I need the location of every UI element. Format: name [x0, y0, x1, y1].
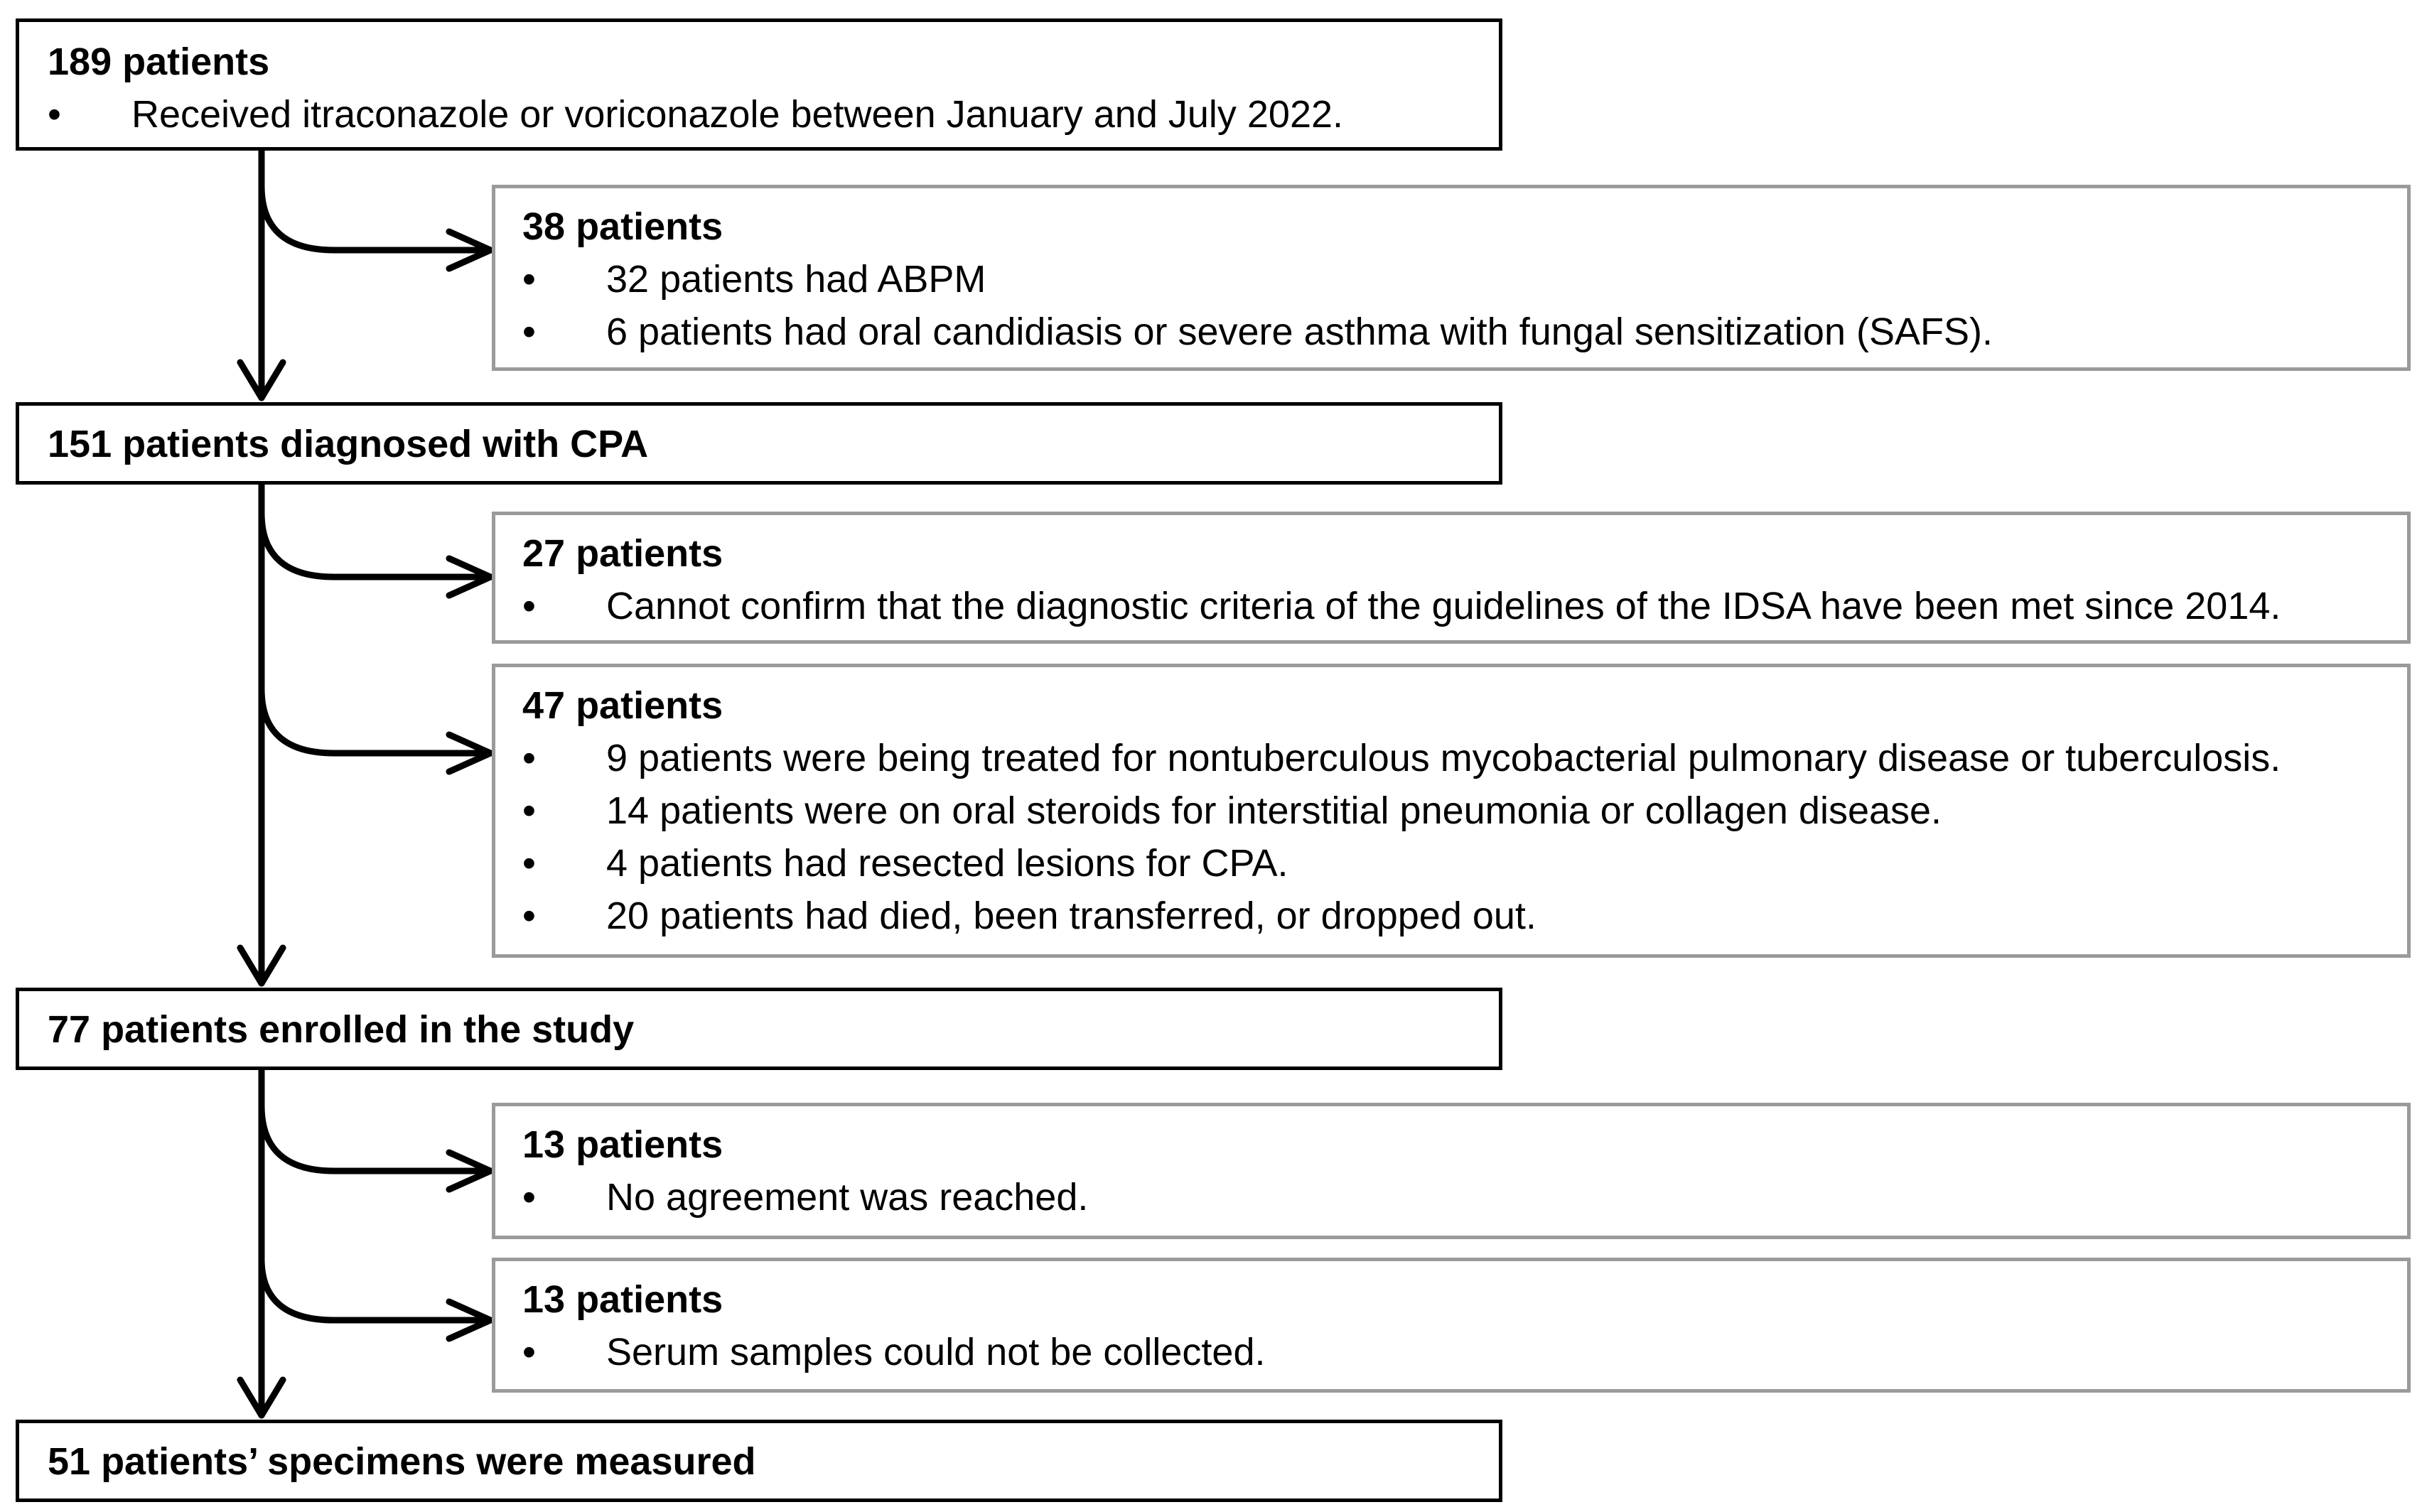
- bullet-dot: •: [48, 93, 61, 136]
- bullet-text: No agreement was reached.: [606, 1176, 1089, 1219]
- bullet-dot: •: [522, 310, 536, 353]
- stage-box-151-patients: [16, 402, 1502, 485]
- exclusion-box-38-patients: [492, 185, 2411, 371]
- exclusion-title: 47 patients: [522, 684, 723, 727]
- exclusion-title: 38 patients: [522, 205, 723, 248]
- exclusion-box-47-patients: [492, 664, 2411, 958]
- exclusion-title: 13 patients: [522, 1278, 723, 1321]
- exclusion-box-13-patients-agreement: [492, 1103, 2411, 1239]
- bullet-text: 4 patients had resected lesions for CPA.: [606, 842, 1288, 885]
- stage-title: 189 patients: [48, 40, 270, 83]
- bullet-dot: •: [522, 1176, 536, 1219]
- bullet-dot: •: [522, 789, 536, 832]
- exclusion-arrow-4: [262, 1106, 490, 1171]
- stage-title: 151 patients diagnosed with CPA: [48, 423, 649, 465]
- stage-title: 77 patients enrolled in the study: [48, 1008, 635, 1051]
- stage-title: 51 patients’ specimens were measured: [48, 1440, 756, 1483]
- bullet-text: 6 patients had oral candidiasis or severe asthma with fungal sensitization (SAFS).: [606, 310, 1993, 353]
- bullet-dot: •: [522, 1331, 536, 1373]
- bullet-dot: •: [522, 842, 536, 885]
- stage-box-77-patients: [16, 988, 1502, 1070]
- exclusion-box-13-patients-serum: [492, 1258, 2411, 1393]
- stage-box-189-patients: [16, 18, 1502, 151]
- exclusion-arrow-5: [262, 1259, 490, 1320]
- bullet-text: 32 patients had ABPM: [606, 258, 986, 301]
- stage-box-51-patients: [16, 1420, 1502, 1502]
- bullet-text: 20 patients had died, been transferred, or dropped out.: [606, 895, 1536, 937]
- exclusion-title: 13 patients: [522, 1123, 723, 1166]
- exclusion-arrow-1: [262, 186, 490, 250]
- bullet-dot: •: [522, 258, 536, 301]
- bullet-dot: •: [522, 737, 536, 779]
- bullet-dot: •: [522, 895, 536, 937]
- bullet-text: 14 patients were on oral steroids for interstitial pneumonia or collagen disease.: [606, 789, 1942, 832]
- bullet-text: Received itraconazole or voriconazole between January and July 2022.: [131, 93, 1344, 136]
- exclusion-arrow-3: [262, 689, 490, 753]
- bullet-dot: •: [522, 585, 536, 627]
- exclusion-title: 27 patients: [522, 532, 723, 575]
- bullet-text: Cannot confirm that the diagnostic criteria of the guidelines of the IDSA have been met since 2014.: [606, 585, 2281, 627]
- exclusion-arrow-2: [262, 513, 490, 577]
- bullet-text: Serum samples could not be collected.: [606, 1331, 1266, 1373]
- bullet-text: 9 patients were being treated for nontuberculous mycobacterial pulmonary disease or tuberculosis.: [606, 737, 2281, 779]
- exclusion-box-27-patients: [492, 512, 2411, 644]
